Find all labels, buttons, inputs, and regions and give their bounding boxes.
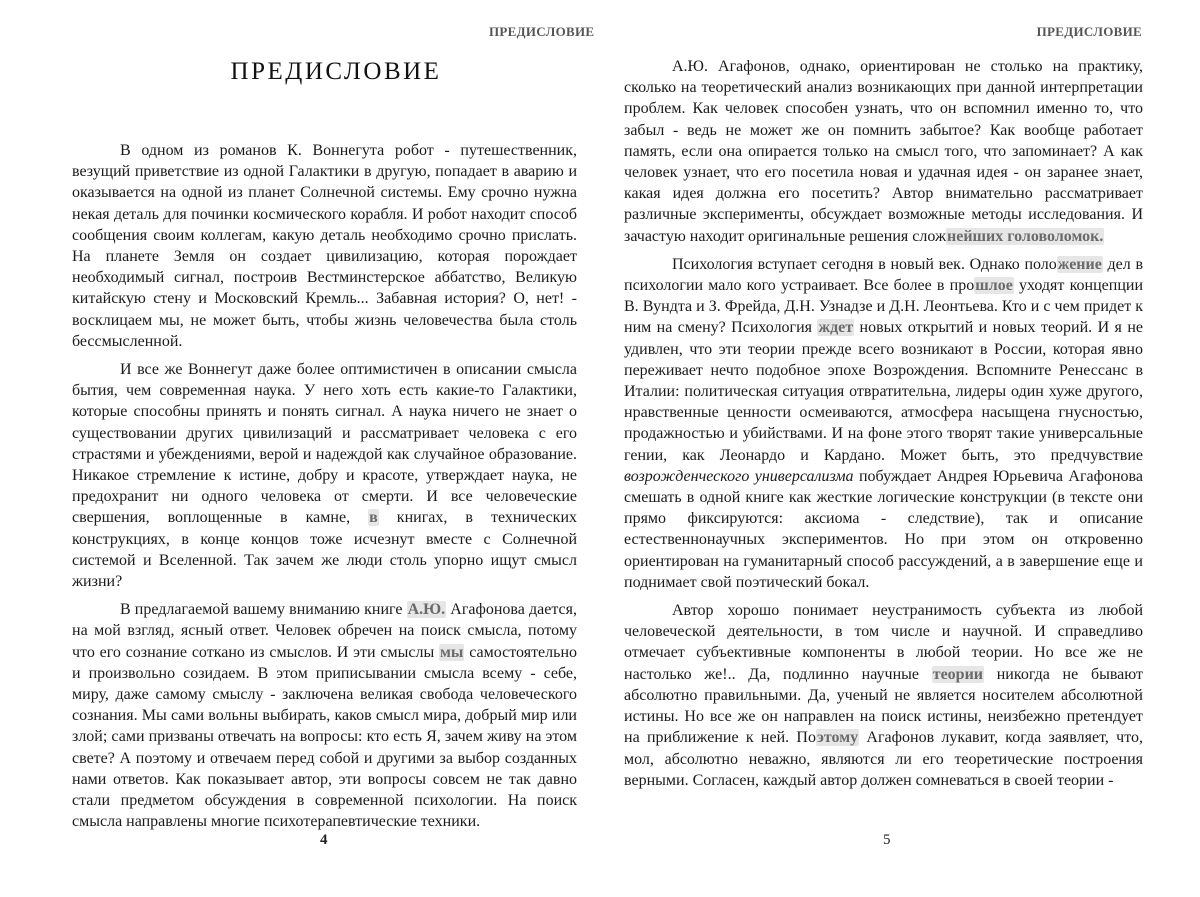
highlighted-text: в [369,509,378,527]
text-run: Агафонов лукавит, когда заявляет, что, мол, абсолютно неважно, являются ли его теоретические построения верными. Согласен, каждый автор должен сомневаться в своей теории - [624,729,1143,789]
right-page [600,0,1200,897]
highlighted-text: нейших головоломок. [947,227,1104,245]
text-run: побуждает Андрея Юрьевича Агафонова смешать в одной книге как жесткие логические конструкции (в тексте они прямо фиксируются: аксиома - следствие), так и описание естественнонаучных экспериментов. Но при этом он откровенно ориентирован на гуманитарный способ рассуждений, а в завершение еще и поднимает свой поэтический бокал. [624,467,1143,591]
right-text-column [624,56,1143,798]
running-head: ПРЕДИСЛОВИЕ [489,24,595,39]
highlighted-text: мы [440,643,464,661]
left-text-column [72,140,577,840]
highlighted-text: теории [932,665,984,683]
page-number: 5 [883,832,891,848]
text-run: уходят концепции В. Вундта и З. Фрейда, Д.Н. Узнадзе и Д.Н. Леонтьева. Кто и с чем придет к ним на смену? Психология [624,277,1144,337]
paragraph [624,254,1143,593]
text-run: книгах, в технических конструкциях, в конце концов тоже исчезнут вместе с Солнечной системой и Вселенной. Так зачем же люди столь упорно ищут смысл жизни? [72,509,578,591]
paragraph [624,600,1143,791]
italic-text: возрожденческого универсализма [624,467,854,485]
text-run: самостоятельно и произвольно созидаем. В этом приписывании смысла всему - себе, миру, даже самому смыслу - заключена великая свобода человеческого сознания. Мы сами вольны выбирать, каков смысл мира, добрый мир или злой; сами призваны отвечать на вопросы: кто есть Я, зачем живу на этом свете? А поэтому и отвечаем перед собой и другими за выбор созданных нами ответов. Как показывает автор, эти вопросы совсем не так давно стали предметом обсуждения в современной психологии. На поиск смысла направлены многие психотерапевтические техники. [72,643,578,831]
chapter-title: ПРЕДИСЛОВИЕ [230,58,442,85]
text-run: новых открытий и новых теорий. И я не удивлен, что эти теории прежде всего возникают в России, которая явно переживает нечто подобное эпохе Возрождения. Вспомните Ренессанс в Италии: политическая ситуация отвратительна, лидеры один хуже другого, нравственные ценности осмеиваются, атмосфера насыщена гнусностью, продажностью и убийствами. И на фоне этого творят такие универсальные гении, как Леонардо и Кардано. Может быть, это предчувствие [624,319,1144,464]
text-run: никогда не бывают абсолютно правильными. Да, ученый не является носителем абсолютной истины. Но все же он направлен на поиск истины, неизбежно претендует на приближение к ней. По [624,665,1144,747]
page-number: 4 [320,832,328,848]
text-run: А.Ю. Агафонов, однако, ориентирован не столько на практику, сколько на теоретический анализ возникающих при данной интерпретации проблем. Как человек способен узнать, что он вспомнил именно то, что забыл - ведь не может же он помнить забытое? Как вообще работает память, если она опирается только на смысл того, что запоминает? А как человек узнает, что его посетила новая и удачная идея - он заранее знает, какая идея должна его посетить? Автор внимательно рассматривает различные эксперименты, обсуждает возможные методы исследования. И зачастую находит оригинальные решения слож [624,58,1143,245]
paragraph [72,140,577,352]
text-run: В предлагаемой вашему вниманию книге [120,601,407,619]
highlighted-text: А.Ю. [407,601,446,619]
text-run: В одном из романов К. Воннегута робот - путешественник, везущий приветствие из одной Галактики в другую, попадает в аварию и оказывается на одной из планет Солнечной системы. Ему срочно нужна некая деталь для починки космического корабля. И робот находит способ сообщения своим коллегам, какую деталь необходимо срочно прислать. На планете Земля он создает цивилизацию, которая порождает необходимый сигнал, построив Вестминстерское аббатство, Великую китайскую стену и Московский Кремль... Забавная история? О, нет! - восклицаем мы, не может быть, чтобы жизнь человечества была столь бессмысленной. [72,142,577,350]
paragraph [72,599,577,832]
running-head: ПРЕДИСЛОВИЕ [1036,24,1142,39]
highlighted-text: жение [1057,255,1102,273]
highlighted-text: шлое [975,277,1013,295]
text-run: Психология вступает сегодня в новый век. Однако поло [672,255,1057,273]
text-run: И все же Воннегут даже более оптимистичен в описании смысла бытия, чем современная наука. У него хоть есть какие-то Галактики, которые способны принять и понять сигнал. А наука ничего не знает о существовании других цивилизаций и рассматривает человека с его страстями и убеждениями, верой и надеждой как случайное образование. Никакое стремление к истине, добру и красоте, утверждает наука, не предохранит ни одного человека от смерти. И все человеческие свершения, воплощенные в камне, [72,361,577,527]
highlighted-text: ждет [818,319,854,337]
text-run: Автор хорошо понимает неустранимость субъекта из любой человеческой деятельности, в том числе и научной. И справедливо отмечает субъективные компоненты в любой теории. Но все же не настолько же!.. Да, подлинно научные [624,602,1143,683]
text-run: Агафонова дается, на мой взгляд, ясный ответ. Человек обречен на поиск смысла, потому что его сознание соткано из смыслов. И эти смыслы [72,601,577,661]
text-run: дел в психологии мало кого устраивает. Все более в про [624,255,1144,295]
paragraph [72,359,577,592]
paragraph [624,56,1143,247]
highlighted-text: этому [816,729,859,747]
